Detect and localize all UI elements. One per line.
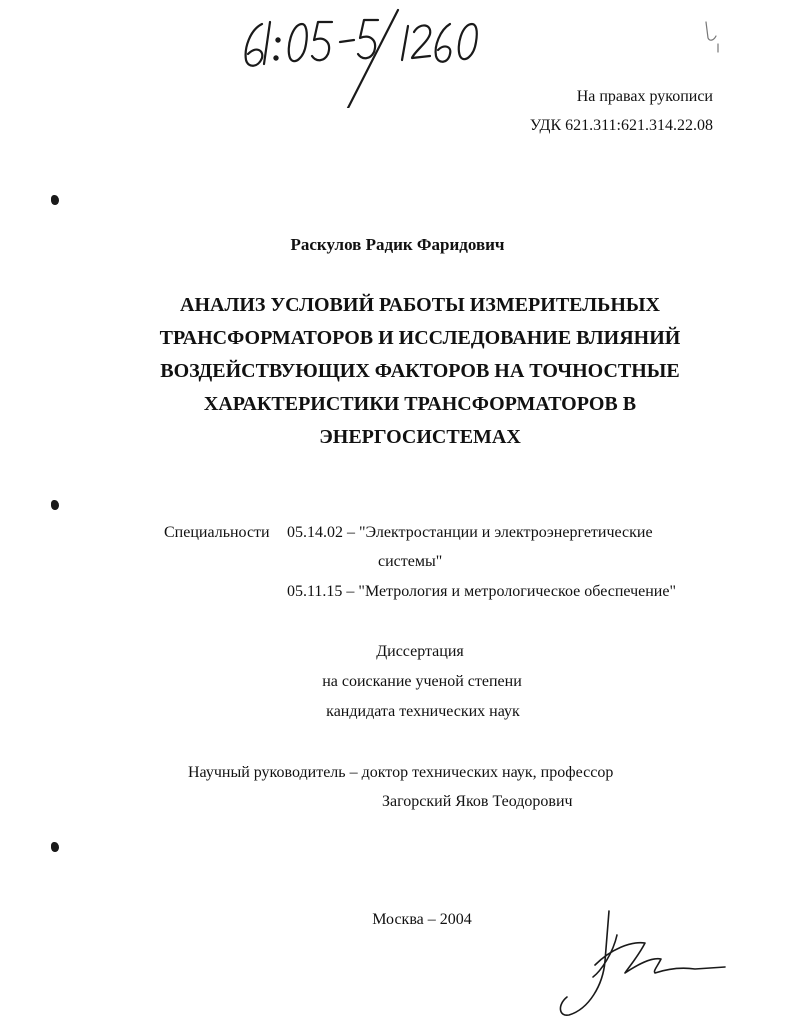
specialties-label: Специальности [164,524,270,541]
dissertation-title [120,289,720,454]
specialty-first: 05.14.02 – "Электростанции и электроэнергетические [287,524,653,541]
title-line: ТРАНСФОРМАТОРОВ И ИССЛЕДОВАНИЕ ВЛИЯНИЙ [159,327,681,349]
title-line: ВОЗДЕЙСТВУЮЩИХ ФАКТОРОВ НА ТОЧНОСТНЫЕ [160,360,680,382]
degree-type: Диссертация [376,643,464,660]
corner-pencil-mark [700,18,730,58]
specialty-first-continued: системы" [378,553,443,570]
handwritten-signature [555,905,735,1020]
place-date: Москва – 2004 [372,911,472,928]
author-name: Раскулов Радик Фаридович [290,235,505,254]
margin-binding-mark [51,842,59,852]
handwritten-archive-code [236,8,496,108]
advisor-role: Научный руководитель – доктор технических наук, профессор [188,764,614,781]
advisor-name: Загорский Яков Теодорович [382,793,573,810]
margin-binding-mark [51,195,59,205]
title-line: ХАРАКТЕРИСТИКИ ТРАНСФОРМАТОРОВ В [203,393,637,415]
rights-notice: На правах рукописи [576,88,713,105]
specialty-second: 05.11.15 – "Метрология и метрологическое обеспечение" [287,583,676,600]
degree-purpose: на соискание ученой степени [322,673,522,690]
degree-name: кандидата технических наук [326,703,520,720]
title-line: ЭНЕРГОСИСТЕМАХ [319,426,521,448]
title-line: АНАЛИЗ УСЛОВИЙ РАБОТЫ ИЗМЕРИТЕЛЬНЫХ [180,294,660,316]
margin-binding-mark [51,500,59,510]
udc-code: УДК 621.311:621.314.22.08 [529,117,713,134]
